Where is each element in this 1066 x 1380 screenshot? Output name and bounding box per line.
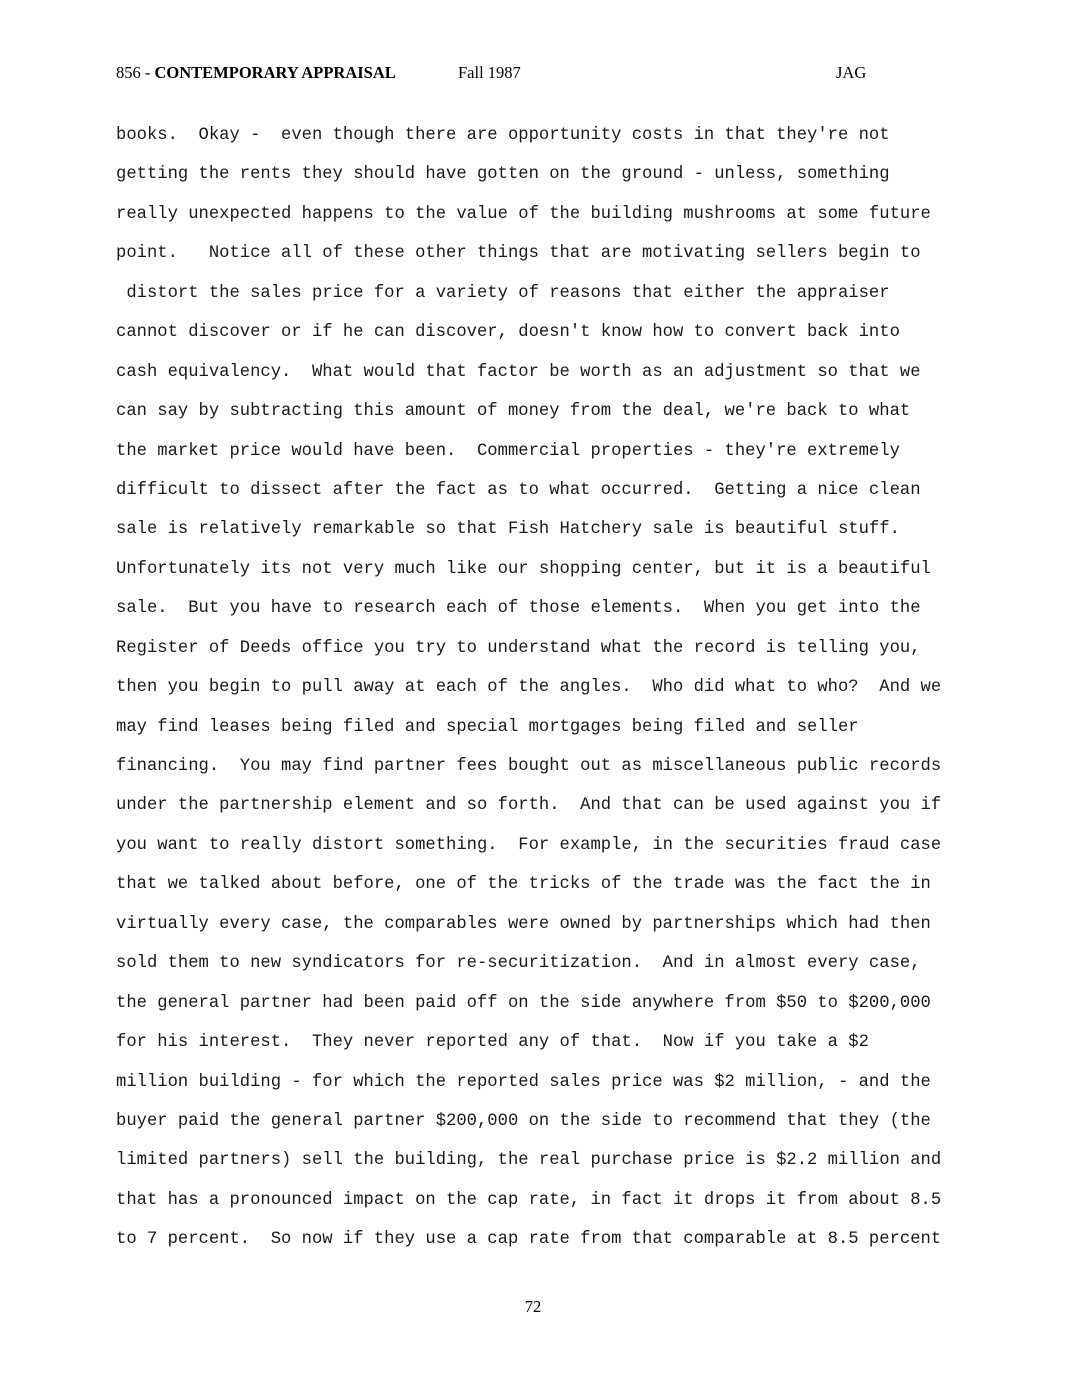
text-line: financing. You may find partner fees bought out as miscellaneous public records bbox=[116, 757, 942, 776]
text-line: really unexpected happens to the value of the building mushrooms at some future bbox=[116, 204, 931, 224]
text-line: the market price would have been. Commercial properties - they're extremely bbox=[116, 441, 900, 461]
text-line: books. Okay - even though there are opportunity costs in that they're not bbox=[116, 126, 890, 145]
transcript-body bbox=[116, 120, 976, 1264]
course-name: CONTEMPORARY APPRAISAL bbox=[154, 63, 396, 82]
text-line: sale. But you have to research each of those elements. When you get into the bbox=[116, 599, 921, 619]
text-line: to 7 percent. So now if they use a cap rate from that comparable at 8.5 percent bbox=[116, 1230, 942, 1250]
text-line: that has a pronounced impact on the cap rate, in fact it drops it from about 8.5 bbox=[116, 1190, 942, 1210]
text-line: for his interest. They never reported any of that. Now if you take a $2 bbox=[116, 1033, 869, 1053]
page-number: 72 bbox=[524, 1297, 542, 1316]
text-line: buyer paid the general partner $200,000 on the side to recommend that they (the bbox=[116, 1111, 931, 1131]
course-number: 856 - bbox=[116, 63, 155, 82]
course-title bbox=[116, 63, 396, 83]
author-initials: JAG bbox=[836, 63, 867, 82]
text-line: under the partnership element and so forth. And that can be used against you if bbox=[116, 796, 942, 816]
text-line: may find leases being filed and special mortgages being filed and seller bbox=[116, 717, 859, 737]
text-line: sale is relatively remarkable so that Fish Hatchery sale is beautiful stuff. bbox=[116, 520, 900, 540]
text-line: cannot discover or if he can discover, doesn't know how to convert back into bbox=[116, 323, 900, 343]
text-line: Register of Deeds office you try to understand what the record is telling you, bbox=[116, 638, 921, 658]
text-line: sold them to new syndicators for re-securitization. And in almost every case, bbox=[116, 954, 921, 974]
text-line: million building - for which the reported sales price was $2 million, - and the bbox=[116, 1072, 931, 1092]
text-line: getting the rents they should have gotten on the ground - unless, something bbox=[116, 165, 890, 185]
text-line: can say by subtracting this amount of money from the deal, we're back to what bbox=[116, 402, 911, 422]
text-line: the general partner had been paid off on the side anywhere from $50 to $200,000 bbox=[116, 993, 931, 1013]
text-line: distort the sales price for a variety of reasons that either the appraiser bbox=[116, 283, 890, 303]
text-line: difficult to dissect after the fact as to what occurred. Getting a nice clean bbox=[116, 480, 921, 500]
text-line: then you begin to pull away at each of the angles. Who did what to who? And we bbox=[116, 678, 942, 698]
text-line: virtually every case, the comparables were owned by partnerships which had then bbox=[116, 914, 931, 934]
text-line: cash equivalency. What would that factor be worth as an adjustment so that we bbox=[116, 362, 921, 382]
page-header bbox=[0, 60, 1066, 86]
text-line: point. Notice all of these other things that are motivating sellers begin to bbox=[116, 244, 921, 264]
text-line: Unfortunately its not very much like our shopping center, but it is a beautiful bbox=[116, 559, 931, 579]
term-label: Fall 1987 bbox=[458, 63, 521, 82]
text-line: limited partners) sell the building, the real purchase price is $2.2 million and bbox=[116, 1151, 942, 1171]
text-line: that we talked about before, one of the tricks of the trade was the fact the in bbox=[116, 875, 931, 895]
text-line: you want to really distort something. For example, in the securities fraud case bbox=[116, 835, 942, 855]
